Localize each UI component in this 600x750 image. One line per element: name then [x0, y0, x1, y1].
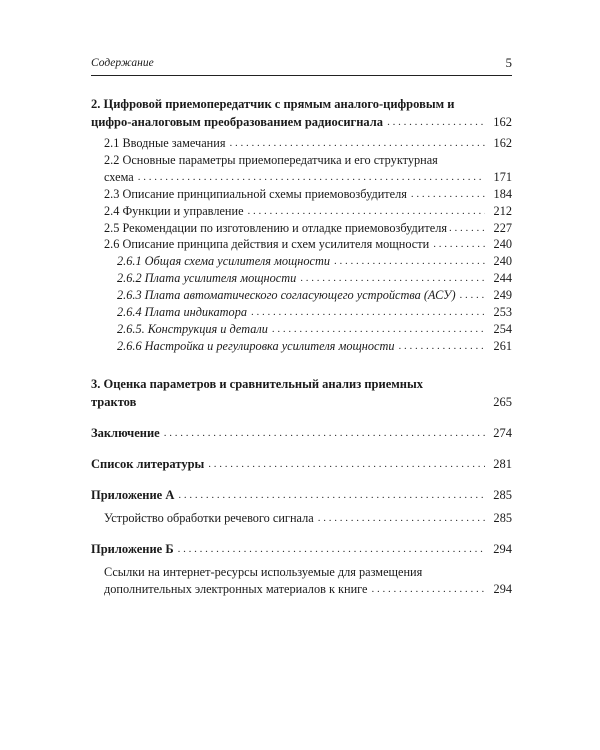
toc-chapter-2-page: 162	[493, 115, 512, 129]
dot-leader	[178, 486, 485, 504]
toc-subsection-2-6-1[interactable]	[91, 253, 512, 270]
toc-subsection-2-6-3[interactable]	[91, 287, 512, 304]
toc-section-2-3[interactable]	[91, 186, 512, 203]
dot-leader	[399, 338, 486, 355]
toc-section-2-5[interactable]	[91, 220, 512, 237]
toc-section-page: 212	[493, 203, 512, 218]
toc-subsection-label: 2.6.4 Плата индикатора	[117, 305, 247, 320]
toc-subsection-page: 253	[493, 305, 512, 320]
toc-appendix-b-page: 294	[493, 541, 512, 556]
toc-subsection-label: 2.6.5. Конструкция и детали	[117, 321, 268, 336]
toc-section-label: 2.3 Описание принципиальной схемы приемовозбудителя	[104, 186, 407, 201]
toc-chapter-2-line1[interactable]	[91, 95, 512, 113]
toc-appendix-b-item-line2[interactable]	[91, 581, 512, 598]
toc-appendix-a-item[interactable]	[91, 510, 512, 527]
running-header-section: Содержание	[91, 57, 154, 69]
toc-appendix-b-item-page: 294	[493, 581, 512, 596]
toc-subsection-2-6-2[interactable]	[91, 270, 512, 287]
toc-section-2-6[interactable]	[91, 236, 512, 253]
toc-section-label: 2.1 Вводные замечания	[104, 136, 226, 150]
toc-references[interactable]	[91, 455, 512, 473]
toc-appendix-a-item-label: Устройство обработки речевого сигнала	[104, 510, 314, 525]
toc-appendix-b-item-label-line2: дополнительных электронных материалов к книге	[104, 581, 368, 596]
dot-leader	[272, 321, 485, 338]
dot-leader	[248, 203, 485, 220]
dot-leader	[318, 510, 485, 527]
toc-subsection-2-6-5[interactable]	[91, 321, 512, 338]
dot-leader	[449, 220, 487, 237]
toc-section-2-2-line1[interactable]	[91, 152, 512, 169]
dot-leader	[334, 253, 485, 270]
table-of-contents	[91, 95, 512, 598]
dot-leader	[411, 186, 485, 203]
toc-references-label: Список литературы	[91, 456, 205, 471]
toc-appendix-b-item-label-line1: Ссылки на интернет-ресурсы используемые для размещения	[104, 564, 423, 579]
toc-section-2-4[interactable]	[91, 203, 512, 220]
toc-subsection-page: 249	[493, 288, 512, 303]
toc-subsection-2-6-4[interactable]	[91, 304, 512, 321]
toc-appendix-b[interactable]	[91, 540, 512, 558]
toc-chapter-2-title-line1: 2. Цифровой приемопередатчик с прямым аналого-цифровым и	[91, 97, 455, 111]
toc-subsection-label: 2.6.2 Плата усилителя мощности	[117, 271, 297, 286]
dot-leader	[138, 169, 485, 186]
dot-leader	[251, 304, 485, 321]
toc-subsection-label: 2.6.3 Плата автоматического согласующего устройства (АСУ)	[117, 288, 456, 303]
toc-chapter-3-title-line1: 3. Оценка параметров и сравнительный анализ приемных	[91, 376, 423, 391]
toc-section-page: 162	[493, 136, 512, 150]
toc-chapter-2-title-line2: цифро-аналоговым преобразованием радиосигнала	[91, 115, 384, 129]
toc-subsection-page: 254	[493, 321, 512, 336]
dot-leader	[230, 135, 485, 152]
dot-leader	[460, 287, 485, 304]
toc-chapter-3-page: 265	[493, 394, 512, 409]
running-header	[91, 57, 512, 76]
toc-chapter-3-line2[interactable]	[91, 393, 512, 411]
toc-section-page: 171	[493, 169, 512, 184]
toc-section-2-1[interactable]	[91, 135, 512, 152]
toc-section-page: 227	[493, 220, 512, 235]
toc-conclusion-page: 274	[493, 425, 512, 440]
toc-appendix-a-page: 285	[493, 487, 512, 502]
page-number: 5	[505, 55, 512, 70]
toc-section-page: 184	[493, 186, 512, 201]
toc-subsection-2-6-6[interactable]	[91, 338, 512, 355]
toc-conclusion-label: Заключение	[91, 425, 160, 440]
toc-subsection-label: 2.6.1 Общая схема усилителя мощности	[117, 254, 331, 269]
toc-chapter-3-line1[interactable]	[91, 375, 512, 393]
dot-leader	[300, 270, 485, 287]
dot-leader	[178, 540, 485, 558]
toc-appendix-a[interactable]	[91, 486, 512, 504]
dot-leader	[208, 455, 485, 473]
toc-references-page: 281	[493, 456, 512, 471]
toc-chapter-3-title-line2: трактов	[91, 394, 137, 409]
toc-conclusion[interactable]	[91, 424, 512, 442]
toc-chapter-2-line2[interactable]	[91, 113, 512, 131]
toc-appendix-a-item-page: 285	[493, 510, 512, 525]
toc-section-label: 2.2 Основные параметры приемопередатчика и его структурная	[104, 152, 438, 167]
toc-section-label: 2.6 Описание принципа действия и схем усилителя мощности	[104, 237, 430, 252]
toc-appendix-b-label: Приложение Б	[91, 541, 174, 556]
toc-subsection-label: 2.6.6 Настройка и регулировка усилителя мощности	[117, 338, 395, 353]
toc-subsection-page: 261	[493, 338, 512, 353]
toc-section-label: схема	[104, 169, 134, 184]
toc-section-label: 2.5 Рекомендации по изготовлению и отладке приемовозбудителя	[104, 220, 447, 235]
dot-leader	[433, 236, 485, 253]
toc-section-2-2-line2[interactable]	[91, 169, 512, 186]
toc-appendix-b-item-line1[interactable]	[91, 564, 512, 581]
dot-leader	[387, 113, 485, 131]
toc-section-page: 240	[493, 237, 512, 252]
toc-section-label: 2.4 Функции и управление	[104, 203, 244, 218]
toc-subsection-page: 244	[493, 271, 512, 286]
toc-appendix-a-label: Приложение А	[91, 487, 175, 502]
toc-subsection-page: 240	[493, 254, 512, 269]
dot-leader	[372, 581, 486, 598]
dot-leader	[164, 424, 485, 442]
